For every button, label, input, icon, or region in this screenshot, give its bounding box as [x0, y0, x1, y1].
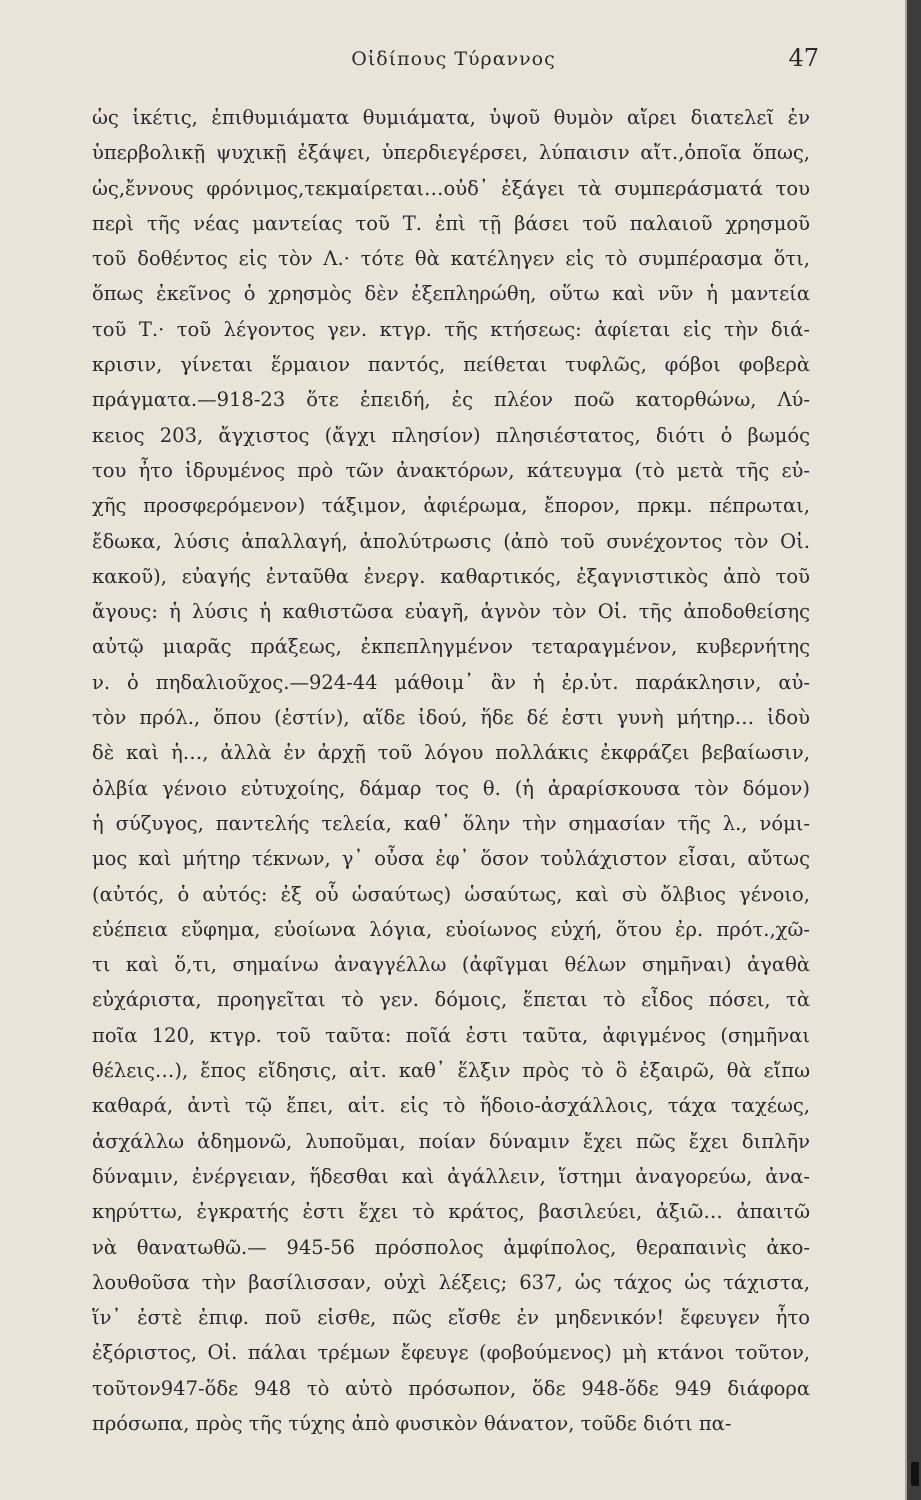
text-line: ὡς,ἔννους φρόνιμος,τεκμαίρεται…οὐδ᾽ ἐξάγει τὰ συμπεράσματά του — [92, 176, 810, 200]
commentary-text — [92, 100, 810, 1441]
page-number: 47 — [788, 44, 819, 72]
text-line: εὐέπεια εὔφημα, εὐοίωνα λόγια, εὐοίωνος εὐχή, ὅτου ἐρ. πρότ.,χῶ- — [92, 917, 810, 941]
text-line: τοῦ Τ.· τοῦ λέγοντος γεν. κτγρ. τῆς κτήσεως: ἀφίεται εἰς τὴν διά- — [92, 317, 810, 341]
text-line: ἄγους: ἡ λύσις ἡ καθιστῶσα εὐαγῆ, ἁγνὸν τὸν Οἰ. τῆς ἀποδοθείσης — [92, 600, 810, 624]
text-line: αὐτῷ μιαρᾶς πράξεως, ἐκπεπληγμένον τεταραγμένον, κυβερνήτης — [92, 635, 810, 659]
text-line: του ἦτο ἱδρυμένος πρὸ τῶν ἀνακτόρων, κάτευγμα (τὸ μετὰ τῆς εὐ- — [92, 458, 810, 482]
text-line: ὡς ἱκέτις, ἐπιθυμιάματα θυμιάματα, ὑψοῦ θυμὸν αἴρει διατελεῖ ἐν — [92, 106, 810, 129]
text-line: δὲ καὶ ἡ…, ἀλλὰ ἐν ἀρχῇ τοῦ λόγου πολλάκις ἐκφράζει βεβαίωσιν, — [92, 741, 810, 765]
text-line: (αὐτός, ὁ αὐτός: ἐξ οὗ ὡσαύτως) ὡσαύτως, καὶ σὺ ὄλβιος γένοιο, — [92, 882, 810, 906]
text-line: ἐξόριστος, Οἰ. πάλαι τρέμων ἔφευγε (φοβούμενος) μὴ κτάνοι τοῦτον, — [92, 1341, 810, 1365]
text-line: κειος 203, ἄγχιστος (ἄγχι πλησίον) πλησιέστατος, διότι ὁ βωμός — [92, 423, 810, 447]
text-line: περὶ τῆς νέας μαντείας τοῦ Τ. ἐπὶ τῇ βάσει τοῦ παλαιοῦ χρησμοῦ — [92, 211, 810, 235]
text-line: χῆς προσφερόμενον) τάξιμον, ἀφιέρωμα, ἔπορον, πρκμ. πέπρωται, — [92, 494, 810, 518]
text-line: λουθοῦσα τὴν βασίλισσαν, οὐχὶ λέξεις; 637, ὡς τάχος ὡς τάχιστα, — [92, 1270, 810, 1294]
text-line: ποῖα 120, κτγρ. τοῦ ταῦτα: ποῖά ἐστι ταῦτα, ἀφιγμένος (σημῆναι — [92, 1023, 810, 1047]
text-line: εὐχάριστα, προηγεῖται τὸ γεν. δόμοις, ἕπεται τὸ εἶδος πόσει, τὰ — [92, 988, 810, 1012]
text-line: καθαρά, ἀντὶ τῷ ἔπει, αἰτ. εἰς τὸ ἥδοιο-ἀσχάλλοις, τάχα ταχέως, — [92, 1094, 810, 1118]
text-line: ὀλβία γένοιο εὐτυχοίης, δάμαρ τος θ. (ἡ ἀραρίσκουσα τὸν δόμον) — [92, 776, 810, 800]
text-line: τὸν πρόλ., ὅπου (ἐστίν), αἵδε ἰδού, ἥδε δέ ἐστι γυνὴ μήτηρ.‥ ἰδοὺ — [92, 706, 810, 730]
text-line: ν. ὁ πηδαλιοῦχος.—924-44 μάθοιμ᾽ ἂν ἡ ἐρ.ὑτ. παράκλησιν, αὐ- — [92, 670, 810, 694]
text-line: θέλεις…), ἔπος εἴδησις, αἰτ. καθ᾽ ἕλξιν πρὸς τὸ ὃ ἐξαιρῶ, θὰ εἴπω — [92, 1059, 810, 1083]
text-line: ἔδωκα, λύσις ἀπαλλαγή, ἀπολύτρωσις (ἀπὸ τοῦ συνέχοντος τὸν Οἰ. — [92, 529, 810, 553]
text-line: ἀσχάλλω ἀδημονῶ, λυποῦμαι, ποίαν δύναμιν ἔχει πῶς ἔχει διπλῆν — [92, 1129, 810, 1153]
running-title: Οἰδίπους Τύραννος — [351, 48, 556, 70]
text-line: ὑπερβολικῇ ψυχικῇ ἐξάψει, ὑπερδιεγέρσει, λύπαισιν αἴτ.,ὁποῖα ὅπως, — [92, 141, 810, 165]
page-header — [0, 42, 907, 82]
text-line: ὅπως ἐκεῖνος ὁ χρησμὸς δὲν ἐξεπληρώθη, οὕτω καὶ νῦν ἡ μαντεία — [92, 282, 810, 306]
text-line: τοῦτον947-ὅδε 948 τὸ αὐτὸ πρόσωπον, ὅδε 948-ὅδε 949 διάφορα — [92, 1376, 810, 1400]
text-line: πρόσωπα, πρὸς τῆς τύχης ἀπὸ φυσικὸν θάνατον, τοῦδε διότι πα- — [92, 1411, 732, 1435]
text-line: πράγματα.—918-23 ὅτε ἐπειδή, ἐς πλέον ποῶ κατορθώνω, Λύ- — [92, 388, 810, 412]
text-line: κηρύττω, ἐγκρατής ἐστι ἔχει τὸ κράτος, βασιλεύει, ἀξιῶ… ἀπαιτῶ — [92, 1200, 810, 1224]
text-line: μος καὶ μήτηρ τέκνων, γ᾽ οὖσα ἐφ᾽ ὅσον τοὐλάχιστον εἶσαι, αὔτως — [92, 847, 810, 871]
text-line: κακοῦ), εὐαγής ἐνταῦθα ἐνεργ. καθαρτικός, ἐξαγνιστικὸς ἀπὸ τοῦ — [92, 564, 810, 588]
text-line: ἡ σύζυγος, παντελής τελεία, καθ᾽ ὅλην τὴν σημασίαν τῆς λ., νόμι- — [92, 811, 810, 835]
text-line: δύναμιν, ἐνέργειαν, ἥδεσθαι καὶ ἀγάλλειν, ἵστημι ἀναγορεύω, ἀνα- — [92, 1164, 810, 1188]
text-line: κρισιν, γίνεται ἕρμαιον παντός, πείθεται τυφλῶς, φόβοι φοβερὰ — [92, 353, 810, 377]
text-line: τοῦ δοθέντος εἰς τὸν Λ.· τότε θὰ κατέληγεν εἰς τὸ συμπέρασμα ὅτι, — [92, 247, 810, 271]
text-line: ἵν᾽ ἐστὲ ἐπιφ. ποῦ εἰσθε, πῶς εἴσθε ἐν μηδενικόν! ἔφευγεν ἦτο — [92, 1306, 810, 1330]
text-line: νὰ θανατωθῶ.— 945-56 πρόσπολος ἀμφίπολος, θεραπαινὶς ἀκο- — [92, 1235, 810, 1259]
scan-edge-mark — [911, 1462, 919, 1486]
text-line: τι καὶ ὅ,τι, σημαίνω ἀναγγέλλω (ἀφῖγμαι θέλων σημῆναι) ἀγαθὰ — [92, 953, 810, 977]
